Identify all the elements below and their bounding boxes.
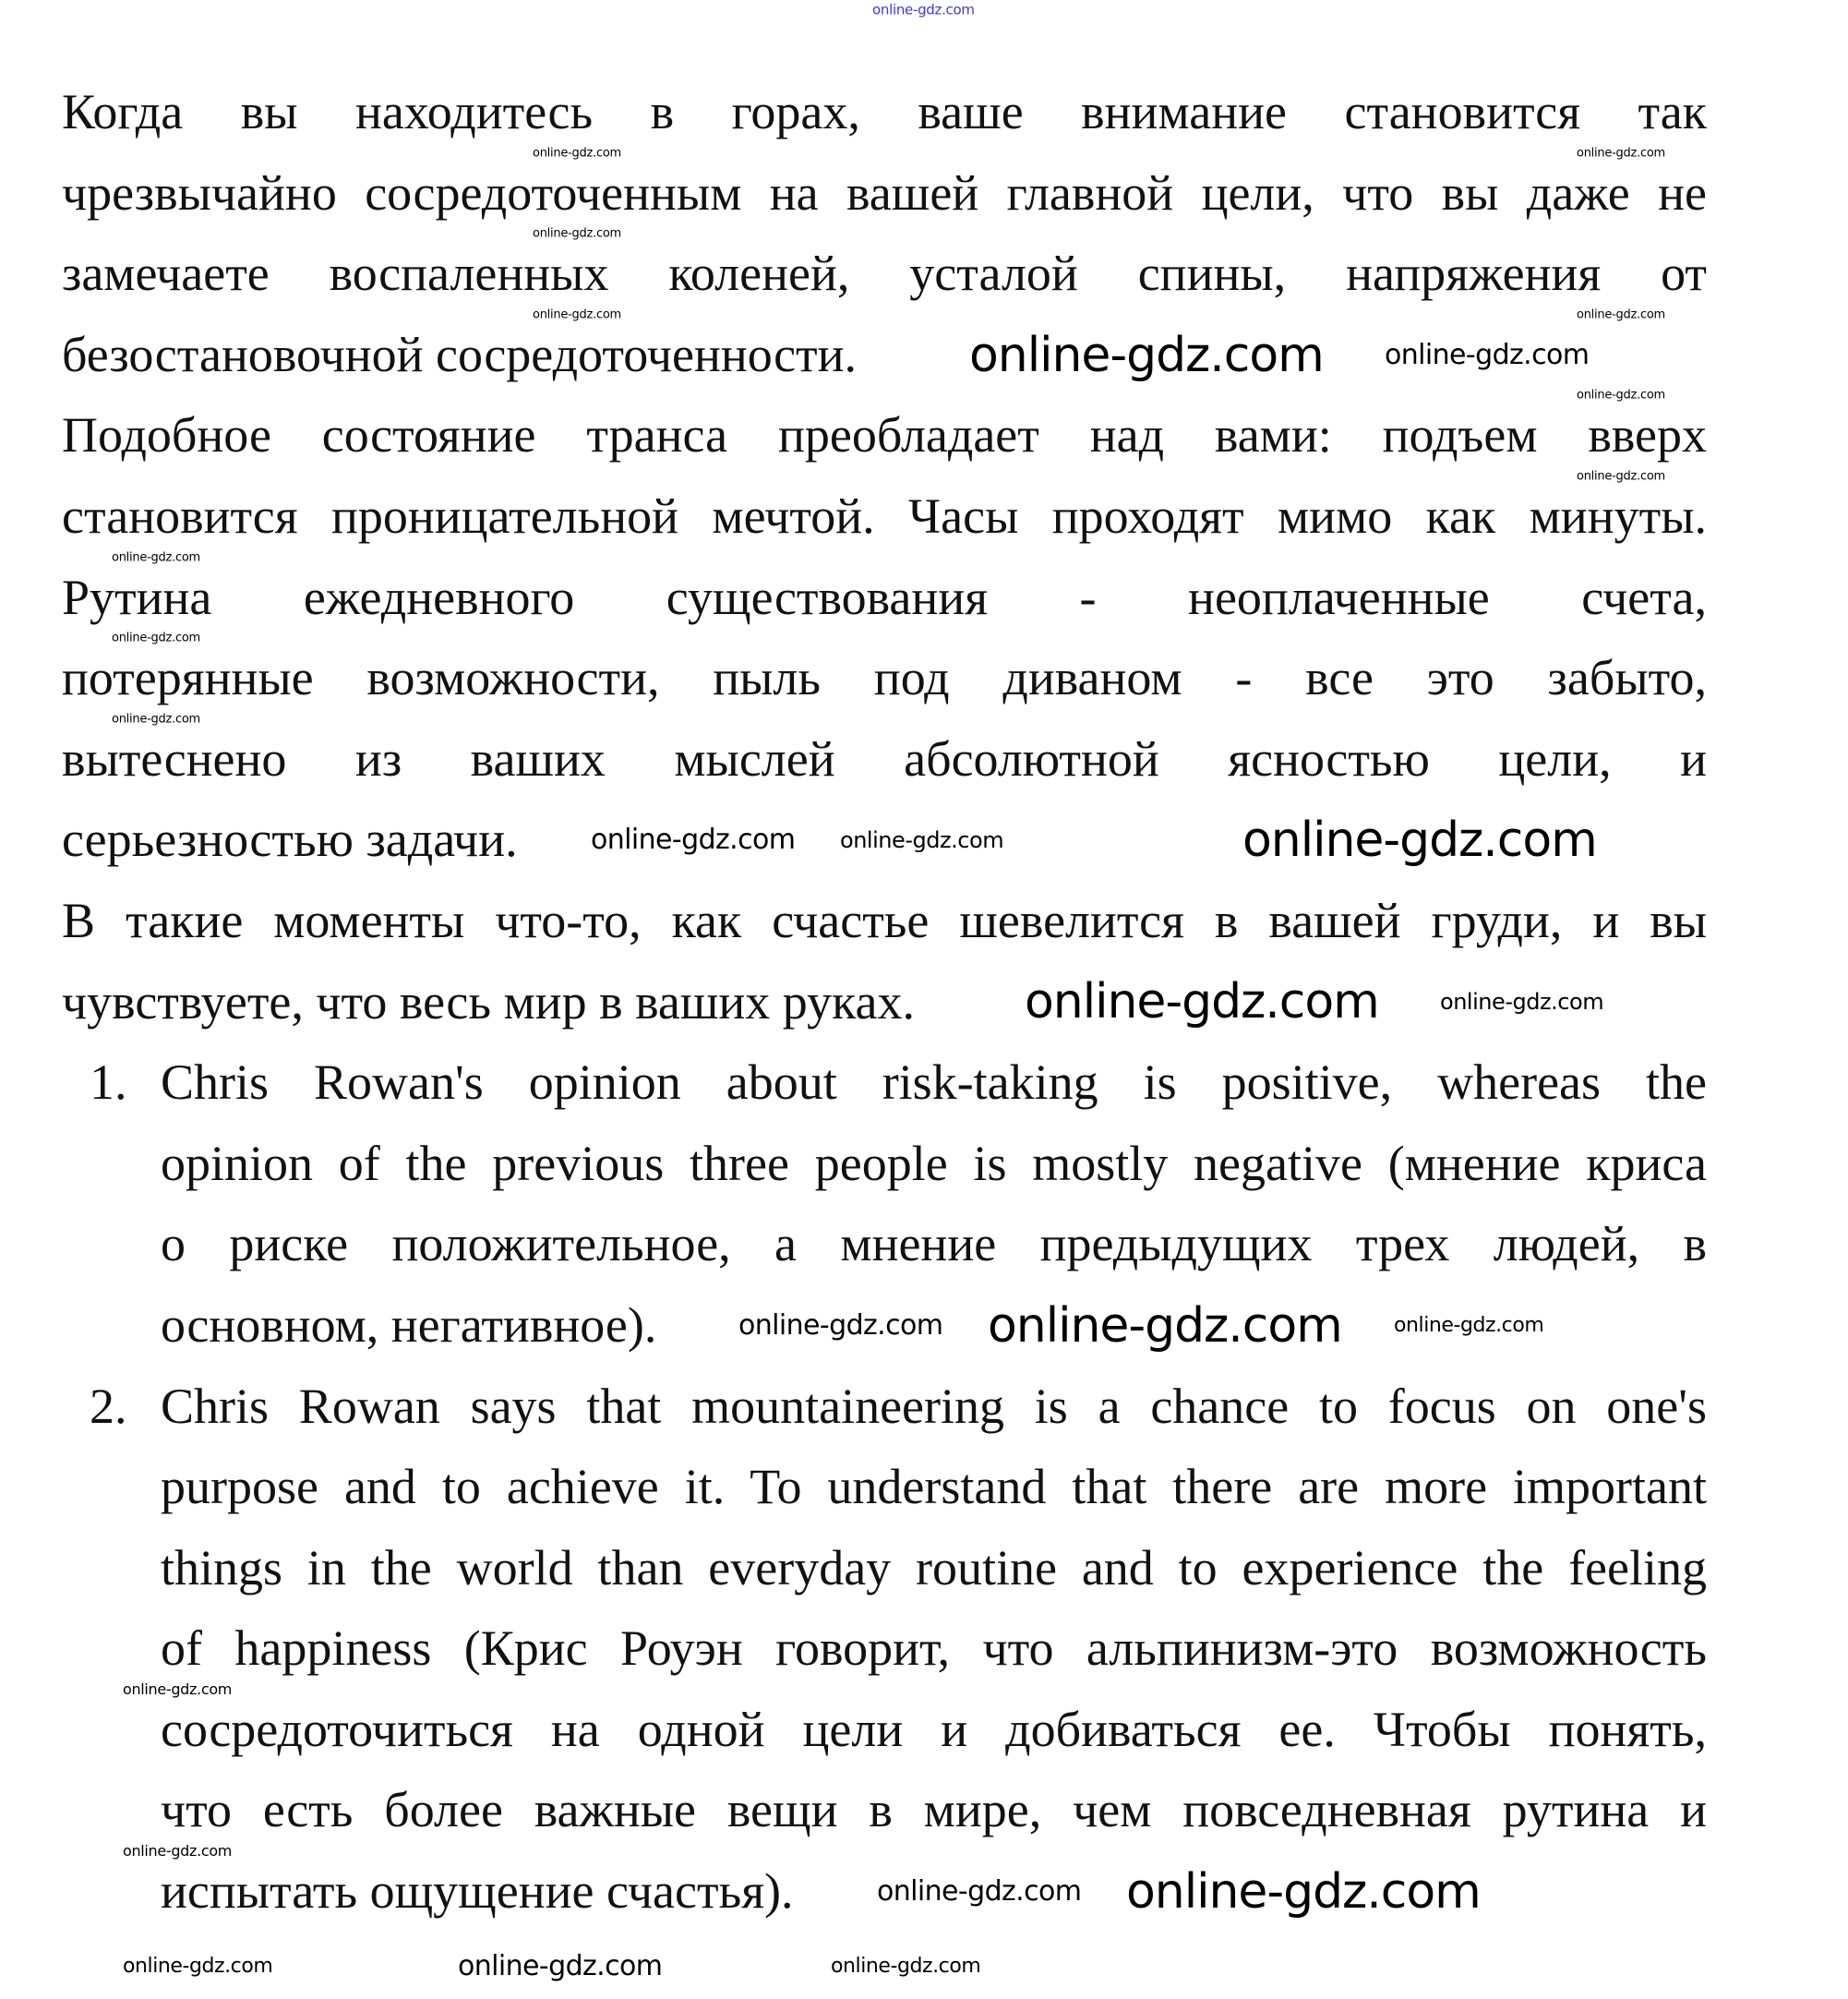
- list-item-2: [62, 1367, 1707, 1933]
- text-line: замечаете воспаленных коленей, усталой спины, напряжения от: [62, 246, 1707, 302]
- text-line: безостановочной сосредоточенности.: [62, 326, 858, 382]
- text-line: испытать ощущение счастья).: [161, 1863, 794, 1920]
- watermark: online-gdz.com: [123, 1842, 233, 1860]
- watermark: online-gdz.com: [533, 226, 621, 241]
- watermark: online-gdz.com: [533, 146, 621, 161]
- watermark: online-gdz.com: [112, 631, 200, 645]
- watermark: online-gdz.com: [1577, 146, 1665, 161]
- text-line: of happiness (Крис Роуэн говорит, что альпинизм-это возможность: [161, 1620, 1707, 1677]
- text-line: Когда вы находитесь в горах, ваше внимание становится так: [62, 84, 1707, 139]
- text-line: сосредоточиться на одной цели и добиваться ее. Чтобы понять,: [161, 1701, 1707, 1757]
- text-line: о риске положительное, а мнение предыдущих трех людей, в: [161, 1216, 1707, 1272]
- text-line: Рутина ежедневного существования - неоплаченные счета,: [62, 569, 1707, 625]
- watermark: online-gdz.com: [877, 1875, 1082, 1908]
- watermark: online-gdz.com: [1394, 1314, 1544, 1337]
- text-line: purpose and to achieve it. To understand that there are more important: [161, 1459, 1707, 1515]
- watermark: online-gdz.com: [988, 1298, 1342, 1354]
- watermark: online-gdz.com: [1577, 388, 1665, 403]
- watermark: online-gdz.com: [1577, 307, 1665, 322]
- text-line: серьезностью задачи.: [62, 812, 518, 868]
- text-line: Подобное состояние транса преобладает над вами: подъем вверх: [62, 407, 1707, 464]
- watermark: online-gdz.com: [123, 1955, 273, 1978]
- watermark: online-gdz.com: [840, 827, 1004, 853]
- watermark: online-gdz.com: [1242, 813, 1597, 868]
- paragraph-3: [62, 881, 1707, 1042]
- text-line: основном, негативное).: [161, 1296, 657, 1353]
- watermark: online-gdz.com: [1385, 339, 1590, 371]
- list-number: 2.: [90, 1378, 127, 1434]
- watermark: online-gdz.com: [1440, 989, 1604, 1015]
- watermark: online-gdz.com: [872, 1, 975, 18]
- watermark: online-gdz.com: [591, 824, 796, 856]
- text-line: что есть более важные вещи в мире, чем повседневная рутина и: [161, 1782, 1707, 1838]
- watermark: online-gdz.com: [533, 307, 621, 322]
- watermark: online-gdz.com: [123, 1680, 233, 1698]
- watermark: online-gdz.com: [1126, 1864, 1481, 1920]
- text-line: потерянные возможности, пыль под диваном - все это забыто,: [62, 650, 1707, 706]
- text-line: чувствуете, что весь мир в ваших руках.: [62, 973, 915, 1030]
- text-line: things in the world than everyday routine and to experience the feeling: [161, 1539, 1707, 1596]
- watermark: online-gdz.com: [1577, 469, 1665, 484]
- watermark: online-gdz.com: [738, 1309, 943, 1342]
- watermark: online-gdz.com: [1025, 974, 1379, 1030]
- watermark: online-gdz.com: [831, 1955, 981, 1978]
- text-line: вытеснено из ваших мыслей абсолютной ясностью цели, и: [62, 730, 1707, 787]
- text-line: opinion of the previous three people is mostly negative (мнение криса: [161, 1135, 1707, 1191]
- text-line: Chris Rowan says that mountaineering is a chance to focus on one's: [161, 1378, 1707, 1434]
- list-number: 1.: [90, 1054, 127, 1111]
- watermark: online-gdz.com: [112, 550, 200, 565]
- watermark: online-gdz.com: [112, 712, 200, 727]
- watermark: online-gdz.com: [969, 328, 1324, 383]
- text-line: Chris Rowan's opinion about risk-taking is positive, whereas the: [161, 1054, 1707, 1111]
- paragraph-2: [62, 395, 1707, 881]
- text-line: чрезвычайно сосредоточенным на вашей главной цели, что вы даже не: [62, 164, 1707, 221]
- watermark: online-gdz.com: [458, 1950, 663, 1982]
- text-line: В такие моменты что-то, как счастье шевелится в вашей груди, и вы: [62, 892, 1707, 948]
- text-line: становится проницательной мечтой. Часы проходят мимо как минуты.: [62, 488, 1707, 544]
